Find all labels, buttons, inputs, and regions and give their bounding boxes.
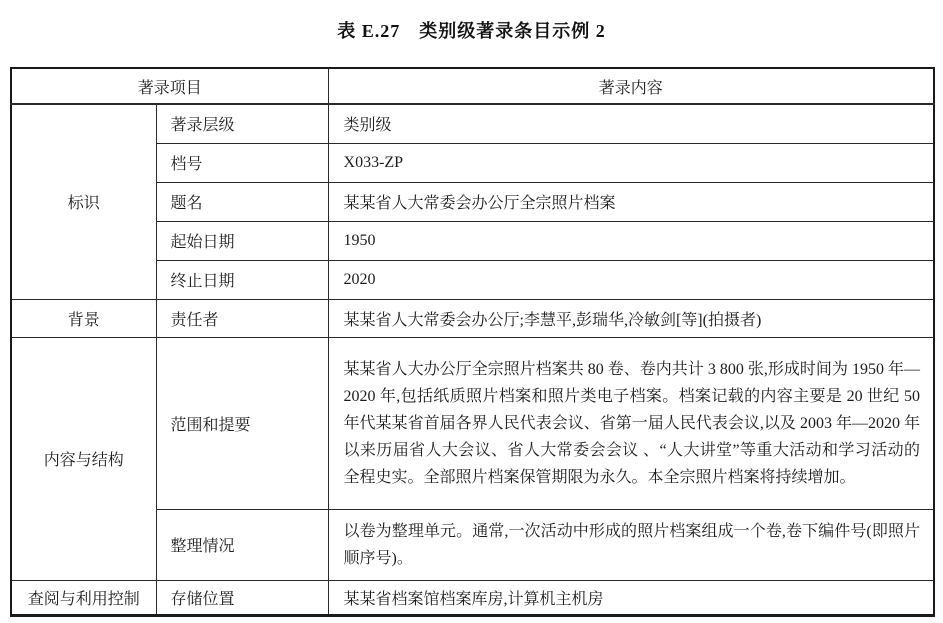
description-entry-table bbox=[10, 67, 935, 617]
table-header-row bbox=[11, 68, 934, 104]
header-cell-items: 著录项目 bbox=[11, 68, 328, 104]
content-cell-start-date: 1950 bbox=[328, 221, 934, 260]
item-cell-responsible-party: 责任者 bbox=[156, 299, 328, 337]
group-cell-background: 背景 bbox=[11, 299, 156, 337]
content-cell-storage-location: 某某省档案馆档案库房,计算机主机房 bbox=[328, 580, 934, 615]
content-cell-arrangement: 以卷为整理单元。通常,一次活动中形成的照片档案组成一个卷,卷下编件号(即照片顺序号)。 bbox=[328, 509, 934, 580]
table-row bbox=[11, 299, 934, 337]
table-row bbox=[11, 104, 934, 143]
item-cell-storage-location: 存储位置 bbox=[156, 580, 328, 615]
content-cell-scope-abstract: 某某省人大办公厅全宗照片档案共 80 卷、卷内共计 3 800 张,形成时间为 1950 年—2020 年,包括纸质照片档案和照片类电子档案。档案记载的内容主要是 20 世纪 50 年代某某省首届各界人民代表会议、省第一届人民代表会议,以及 2003 年—2020 年以来历届省人大会议、省人大常委会会议 、“人大讲堂”等重大活动和学习活动的全程史实。全部照片档案保管期限为永久。本全宗照片档案将持续增加。 bbox=[328, 337, 934, 509]
content-cell-title: 某某省人大常委会办公厅全宗照片档案 bbox=[328, 182, 934, 221]
item-cell-scope-abstract: 范围和提要 bbox=[156, 337, 328, 509]
item-cell-archival-code: 档号 bbox=[156, 143, 328, 182]
group-cell-identification: 标识 bbox=[11, 104, 156, 299]
item-cell-end-date: 终止日期 bbox=[156, 260, 328, 299]
group-cell-access-control: 查阅与利用控制 bbox=[11, 580, 156, 615]
content-cell-archival-code: X033-ZP bbox=[328, 143, 934, 182]
group-cell-content-structure: 内容与结构 bbox=[11, 337, 156, 580]
content-cell-description-level: 类别级 bbox=[328, 104, 934, 143]
header-cell-content: 著录内容 bbox=[328, 68, 934, 104]
item-cell-description-level: 著录层级 bbox=[156, 104, 328, 143]
content-cell-end-date: 2020 bbox=[328, 260, 934, 299]
table-row bbox=[11, 580, 934, 615]
content-cell-responsible-party: 某某省人大常委会办公厅;李慧平,彭瑞华,冷敏剑[等](拍摄者) bbox=[328, 299, 934, 337]
table-caption: 表 E.27 类别级著录条目示例 2 bbox=[337, 21, 606, 41]
item-cell-arrangement: 整理情况 bbox=[156, 509, 328, 580]
item-cell-start-date: 起始日期 bbox=[156, 221, 328, 260]
table-row bbox=[11, 337, 934, 509]
item-cell-title: 题名 bbox=[156, 182, 328, 221]
